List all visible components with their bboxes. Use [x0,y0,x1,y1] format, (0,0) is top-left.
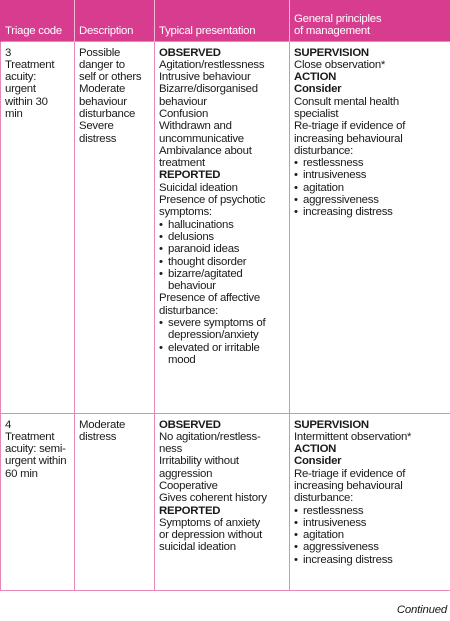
consider-heading: Consider [294,455,342,468]
list-item [294,517,448,529]
cell-triage-code [1,41,75,413]
text-line: distress [79,430,117,443]
text-line: Possible [79,46,121,59]
list-item-text: agitation [303,529,344,542]
text-line: Agitation/restlessness [159,58,265,71]
list-item-text: restlessness [303,504,364,517]
text-line: Close observation* [294,58,386,71]
text-line: increasing behavioural [294,479,403,492]
text-line: Bizarre/disorganised [159,83,258,96]
text-line: Irritability without [159,455,239,468]
text-line: Intermittent observation* [294,430,412,443]
text-line: behaviour [79,95,127,108]
list-item [159,268,287,293]
text-line: of management [294,24,370,37]
bullet-icon: • [294,181,298,194]
table-row [1,413,450,590]
list-item-text: increasing distress [303,206,393,219]
text-line: specialist [294,107,339,120]
list-item [294,554,448,566]
action-heading: ACTION [294,443,337,456]
consider-heading: Consider [294,83,342,96]
cell-description [75,413,155,590]
list-item-text: delusions [168,230,214,243]
list-item [159,243,287,255]
action-heading: ACTION [294,71,337,84]
text-line: Ambivalance about [159,144,252,157]
text-line: No agitation/restless- [159,430,261,443]
text-line: Treatment [5,430,55,443]
list-item [294,206,448,218]
list-item-text: mood [168,353,196,366]
text-line: acuity: [5,71,37,84]
reported-heading: REPORTED [159,504,221,517]
bullet-icon: • [294,541,298,554]
text-line: disturbance [79,107,136,120]
text-line: Description [79,24,134,37]
list-item [159,317,287,342]
text-line: Cooperative [159,479,218,492]
text-line: behaviour [159,95,207,108]
cell-management [290,41,450,413]
list-item-text: thought disorder [168,255,247,268]
bullet-icon: • [159,243,163,256]
text-line: symptoms: [159,206,212,219]
text-line: min [5,107,23,120]
text-line: Gives coherent history [159,492,267,505]
text-line: Suicidal ideation [159,181,238,194]
cell-triage-code [1,413,75,590]
text-line: 60 min [5,467,38,480]
text-line: Intrusive behaviour [159,71,251,84]
list-item-text: hallucinations [168,218,234,231]
text-line: aggression [159,467,213,480]
header-row [1,0,450,41]
bullet-icon: • [294,553,298,566]
text-line: disturbance: [159,304,219,317]
text-line: Moderate [79,83,126,96]
list-item-text: restlessness [303,157,364,170]
text-line: danger to [79,58,125,71]
cell-management [290,413,450,590]
list-item [159,219,287,231]
psychotic-symptom-list [159,219,287,293]
text-line: Presence of affective [159,292,260,305]
text-line: ness [159,443,183,456]
list-item [294,529,448,541]
text-line: Severe [79,120,114,133]
cell-description [75,41,155,413]
bullet-icon: • [159,341,163,354]
supervision-heading: SUPERVISION [294,46,369,59]
text-line: Presence of psychotic [159,194,266,207]
bullet-icon: • [294,206,298,219]
list-item [294,169,448,181]
text-line: disturbance: [294,144,354,157]
cell-presentation [155,41,290,413]
cell-presentation [155,413,290,590]
bullet-icon: • [159,218,163,231]
affective-symptom-list [159,317,287,366]
text-line: Symptoms of anxiety [159,516,260,529]
list-item [294,194,448,206]
disturbance-list [294,505,448,566]
table-row [1,41,450,413]
text-line: urgent within [5,455,67,468]
list-item-text: aggressiveness [303,194,379,207]
bullet-icon: • [294,516,298,529]
list-item-text: behaviour [168,280,216,293]
text-line: Confusion [159,107,209,120]
text-line: uncommunicative [159,132,244,145]
list-item-text: depression/anxiety [168,329,259,342]
list-item [294,541,448,553]
list-item [159,231,287,243]
list-item-text: intrusiveness [303,169,367,182]
observed-heading: OBSERVED [159,46,221,59]
list-item [159,256,287,268]
list-item-text: elevated or irritable [168,341,260,354]
list-item-text: bizarre/agitated [168,267,243,280]
text-line: Consult mental health [294,95,399,108]
text-line: or depression without [159,529,263,542]
list-item-text: intrusiveness [303,516,367,529]
text-line: Treatment [5,58,55,71]
header-management [290,0,450,41]
text-line: self or others [79,71,142,84]
disturbance-list [294,157,448,218]
text-line: 4 [5,418,12,431]
text-line: Re-triage if evidence of [294,467,406,480]
text-line: General principles [294,13,382,26]
list-item-text: aggressiveness [303,541,379,554]
reported-heading: REPORTED [159,169,221,182]
text-line: Triage code [5,24,62,37]
bullet-icon: • [294,194,298,207]
bullet-icon: • [294,529,298,542]
header-typical-presentation [155,0,290,41]
bullet-icon: • [294,504,298,517]
continued-label: Continued [396,604,447,616]
text-line: 3 [5,46,12,59]
bullet-icon: • [294,169,298,182]
bullet-icon: • [159,267,163,280]
text-line: treatment [159,157,205,170]
supervision-heading: SUPERVISION [294,418,369,431]
list-item-text: increasing distress [303,553,393,566]
text-line: distress [79,132,117,145]
text-line: disturbance: [294,492,354,505]
text-line: Moderate [79,418,126,431]
text-line: suicidal ideation [159,541,236,554]
bullet-icon: • [159,230,163,243]
header-description [75,0,155,41]
bullet-icon: • [294,157,298,170]
list-item-text: paranoid ideas [168,243,240,256]
text-line: increasing behavioural [294,132,403,145]
list-item [294,505,448,517]
observed-heading: OBSERVED [159,418,221,431]
text-line: Re-triage if evidence of [294,120,406,133]
text-line: Typical presentation [159,24,256,37]
bullet-icon: • [159,317,163,330]
bullet-icon: • [159,255,163,268]
list-item [294,182,448,194]
text-line: within 30 [5,95,48,108]
list-item [159,342,287,367]
text-line: Withdrawn and [159,120,232,133]
list-item-text: agitation [303,181,344,194]
header-triage-code [1,0,75,41]
text-line: urgent [5,83,36,96]
list-item [294,157,448,169]
text-line: acuity: semi- [5,443,66,456]
list-item-text: severe symptoms of [168,317,266,330]
